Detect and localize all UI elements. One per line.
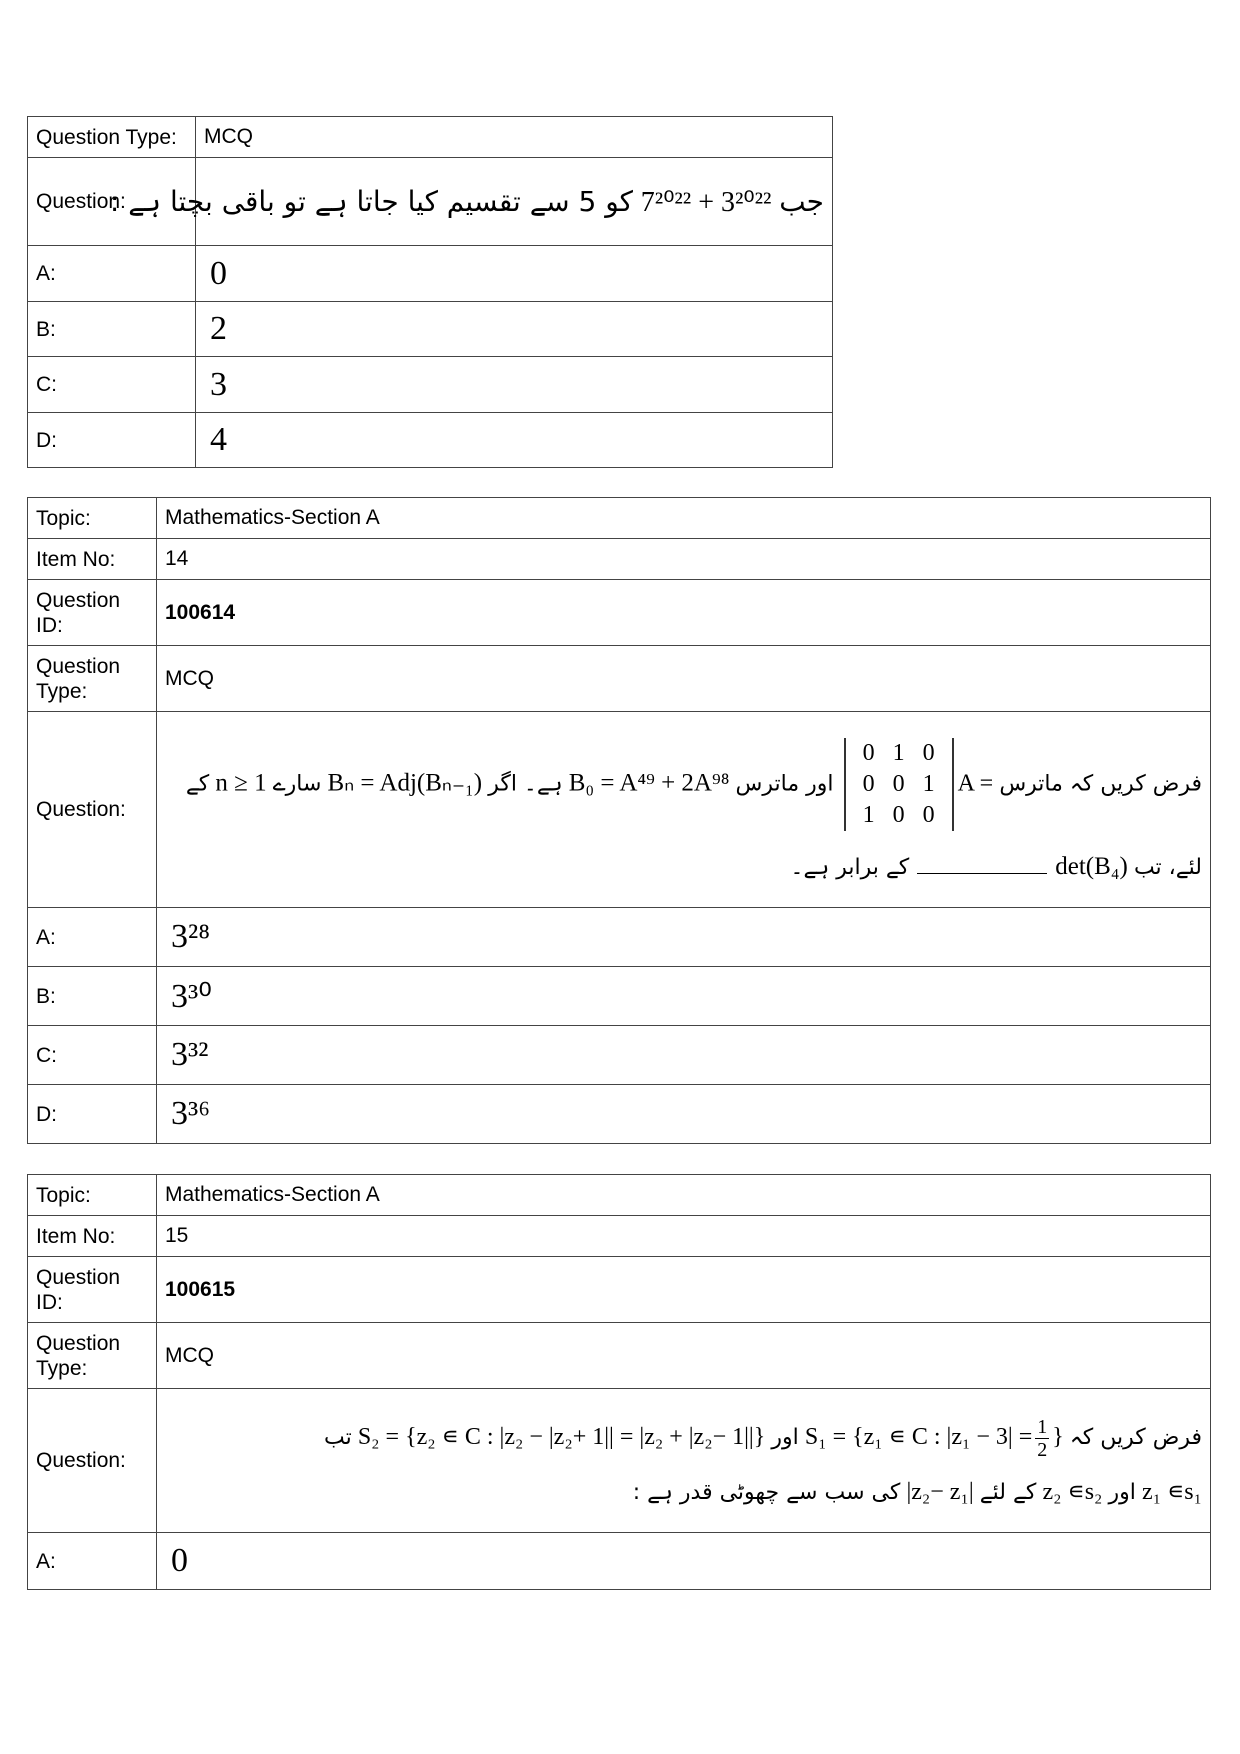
matrix-cell: 0 [922, 802, 935, 828]
question-id-label: Question ID: [28, 580, 157, 646]
fraction-numerator: 1 [1037, 1415, 1048, 1438]
matrix-cell: 0 [892, 802, 905, 828]
item-no-value: 15 [157, 1216, 1211, 1257]
item-no-value: 14 [157, 539, 1211, 580]
topic-value: Mathematics-Section A [157, 1175, 1211, 1216]
option-d-label: D: [28, 1085, 157, 1144]
option-c-value[interactable]: 3³² [157, 1026, 1211, 1085]
question-row [28, 1389, 1211, 1533]
matrix-cell: 0 [862, 771, 875, 797]
option-d-value[interactable]: 4 [196, 413, 833, 468]
answer-blank [917, 873, 1047, 874]
question-row [28, 158, 833, 246]
abs-expression: |z₂− z₁| [906, 1478, 974, 1505]
z1-expression: z₁ ∊s₁ [1142, 1478, 1202, 1505]
question-type-row [28, 646, 1211, 712]
option-row [28, 413, 833, 468]
fraction-denominator: 2 [1037, 1438, 1048, 1461]
option-b-label: B: [28, 967, 157, 1026]
question-text [109, 158, 833, 246]
option-row [28, 1026, 1211, 1085]
question-label: Question: [28, 158, 196, 246]
item-row [28, 1216, 1211, 1257]
s1-close: } [1052, 1423, 1064, 1450]
z2-expression: z₂ ∊s₂ [1042, 1478, 1103, 1505]
option-a-value[interactable]: 3²⁸ [157, 908, 1211, 967]
option-a-label: A: [28, 246, 196, 302]
option-b-value[interactable]: 2 [196, 302, 833, 357]
question-type-value: MCQ [196, 117, 833, 158]
question-type-value: MCQ [157, 1323, 1211, 1389]
option-a-value[interactable]: 0 [157, 1533, 1211, 1590]
det-expression: det(B₄) [1055, 853, 1128, 880]
q-expression: 7²⁰²² + 3²⁰²² [640, 186, 772, 218]
question-type-row [28, 117, 833, 158]
l2-urdu-1: لئے، تب [1133, 855, 1202, 880]
l2-urdu-2: کے برابر ہے۔ [790, 855, 910, 880]
question-line-2 [165, 1477, 1202, 1506]
l1-urdu-5: کے [185, 771, 210, 797]
topic-value: Mathematics-Section A [157, 498, 1211, 539]
question-id-value: 100614 [157, 580, 1211, 646]
s1-expression: S₁ = {z₁ ∊ C : |z₁ − 3| = [804, 1423, 1033, 1450]
question-id-value: 100615 [157, 1257, 1211, 1323]
question-line [109, 184, 824, 219]
option-c-value[interactable]: 3 [196, 357, 833, 413]
matrix-a [844, 738, 954, 831]
question-line-1 [165, 738, 1202, 831]
question-type-label: Question Type: [28, 1323, 157, 1389]
matrix-cell: 1 [892, 740, 905, 766]
l1-urdu-1: فرض کریں کہ [1069, 1424, 1202, 1450]
l1-urdu-3: تب [323, 1424, 352, 1450]
option-c-label: C: [28, 1026, 157, 1085]
q-urdu-start: جب [779, 184, 824, 218]
l1-urdu-2: اور [771, 1424, 799, 1450]
question-table-1 [27, 116, 833, 468]
l1-urdu-1: فرض کریں کہ ماترس [999, 771, 1202, 797]
question-row [28, 712, 1211, 908]
s2-set: S₂ = {z₂ ∊ C : |z₂ − |z₂+ 1|| = |z₂ + |z₂− 1||} [357, 1423, 766, 1450]
question-id-label: Question ID: [28, 1257, 157, 1323]
option-row [28, 357, 833, 413]
question-type-value: MCQ [157, 646, 1211, 712]
l2-urdu-2: کے لئے [979, 1479, 1037, 1505]
question-line-2 [165, 853, 1202, 881]
option-row [28, 967, 1211, 1026]
matrix-cell: 1 [922, 771, 935, 797]
option-b-value[interactable]: 3³⁰ [157, 967, 1211, 1026]
matrix-cell: 0 [862, 740, 875, 766]
item-no-label: Item No: [28, 1216, 157, 1257]
option-d-label: D: [28, 413, 196, 468]
option-row [28, 302, 833, 357]
question-table-3 [27, 1174, 1211, 1590]
option-row [28, 1533, 1211, 1590]
option-row [28, 908, 1211, 967]
l2-urdu-3: کی سب سے چھوٹی قدر ہے : [632, 1479, 901, 1505]
q-urdu-mid: کو 5 سے تقسیم کیا جاتا ہے تو باقی بچتا ہے : [109, 184, 634, 218]
l1-urdu-3: ہے۔ اگر [488, 771, 563, 797]
option-a-label: A: [28, 908, 157, 967]
option-a-value[interactable]: 0 [196, 246, 833, 302]
topic-row [28, 498, 1211, 539]
matrix-lhs: A = [957, 770, 994, 797]
question-table-2 [27, 497, 1211, 1144]
option-d-value[interactable]: 3³⁶ [157, 1085, 1211, 1144]
item-row [28, 539, 1211, 580]
option-c-label: C: [28, 357, 196, 413]
question-label: Question: [28, 1389, 157, 1533]
l1-urdu-2: اور ماترس [735, 771, 834, 797]
bn-expression: Bₙ = Adj(Bₙ₋₁) [327, 769, 483, 797]
question-line-1 [165, 1416, 1202, 1461]
option-a-label: A: [28, 1533, 157, 1590]
option-b-label: B: [28, 302, 196, 357]
b0-expression: B₀ = A⁴⁹ + 2A⁹⁸ [568, 769, 730, 797]
question-type-label: Question Type: [28, 646, 157, 712]
question-text [157, 1389, 1211, 1533]
option-row [28, 246, 833, 302]
matrix-cell: 1 [862, 802, 875, 828]
l1-urdu-4: سارے [272, 771, 322, 797]
option-row [28, 1085, 1211, 1144]
topic-label: Topic: [28, 498, 157, 539]
matrix-cell: 0 [922, 740, 935, 766]
matrix-cell: 0 [892, 771, 905, 797]
question-type-label: Question Type: [28, 117, 196, 158]
l2-urdu-1: اور [1108, 1479, 1136, 1505]
topic-label: Topic: [28, 1175, 157, 1216]
question-text [157, 712, 1211, 908]
topic-row [28, 1175, 1211, 1216]
s1-set [804, 1415, 1064, 1461]
question-id-row [28, 1257, 1211, 1323]
question-id-row [28, 580, 1211, 646]
fraction-half [1035, 1416, 1049, 1461]
question-type-row [28, 1323, 1211, 1389]
n-condition: n ≥ 1 [215, 769, 267, 797]
question-label: Question: [28, 712, 157, 908]
item-no-label: Item No: [28, 539, 157, 580]
